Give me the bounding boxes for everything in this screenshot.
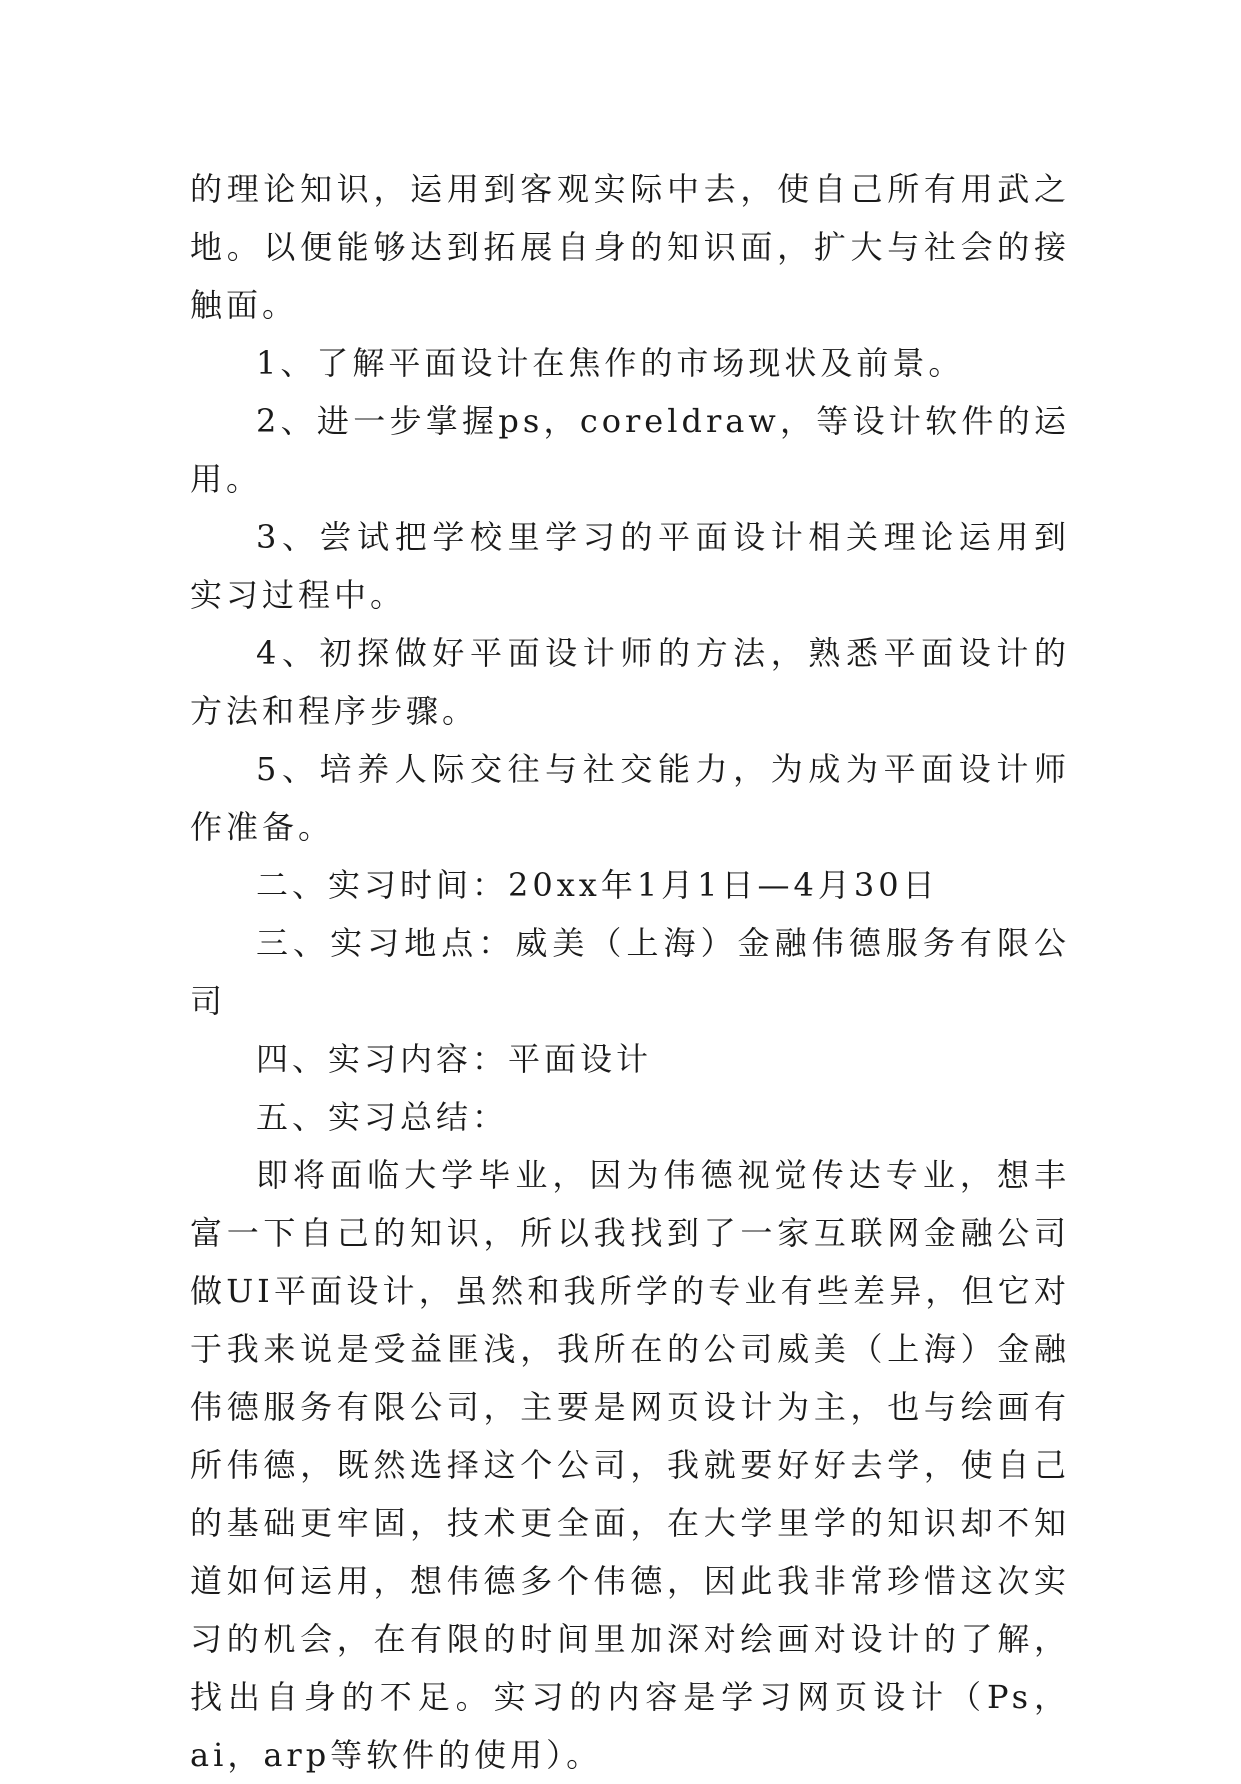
paragraph-summary-body: 即将面临大学毕业，因为伟德视觉传达专业，想丰富一下自己的知识，所以我找到了一家互联网金融公司做UI平面设计，虽然和我所学的专业有些差异，但它对于我来说是受益匪浅，我所在的公司威美（上海）金融伟德服务有限公司，主要是网页设计为主，也与绘画有所伟德，既然选择这个公司，我就要好好去学，使自己的基础更牢固，技术更全面，在大学里学的知识却不知道如何运用，想伟德多个伟德，因此我非常珍惜这次实习的机会，在有限的时间里加深对绘画对设计的了解，找出自身的不足。实习的内容是学习网页设计（Ps，ai，arp等软件的使用）。 — [190, 1156, 1070, 1774]
paragraph-summary-heading: 五、实习总结： — [256, 1098, 509, 1136]
paragraph-internship-location: 三、实习地点：威美（上海）金融伟德服务有限公司 — [190, 924, 1070, 1020]
paragraph-goal-2: 2、进一步掌握ps，coreldraw，等设计软件的运用。 — [190, 402, 1070, 498]
paragraph-internship-content: 四、实习内容：平面设计 — [256, 1040, 653, 1078]
paragraph-goal-4: 4、初探做好平面设计师的方法，熟悉平面设计的方法和程序步骤。 — [190, 634, 1070, 730]
paragraph-goal-1: 1、了解平面设计在焦作的市场现状及前景。 — [256, 344, 965, 382]
paragraph-intro: 的理论知识，运用到客观实际中去，使自己所有用武之地。以便能够达到拓展自身的知识面，扩大与社会的接触面。 — [190, 170, 1070, 324]
paragraph-goal-5: 5、培养人际交往与社交能力，为成为平面设计师作准备。 — [190, 750, 1070, 846]
document-body — [190, 160, 1070, 1784]
paragraph-goal-3: 3、尝试把学校里学习的平面设计相关理论运用到实习过程中。 — [190, 518, 1070, 614]
paragraph-internship-time: 二、实习时间：20xx年1月1日—4月30日 — [256, 866, 939, 904]
